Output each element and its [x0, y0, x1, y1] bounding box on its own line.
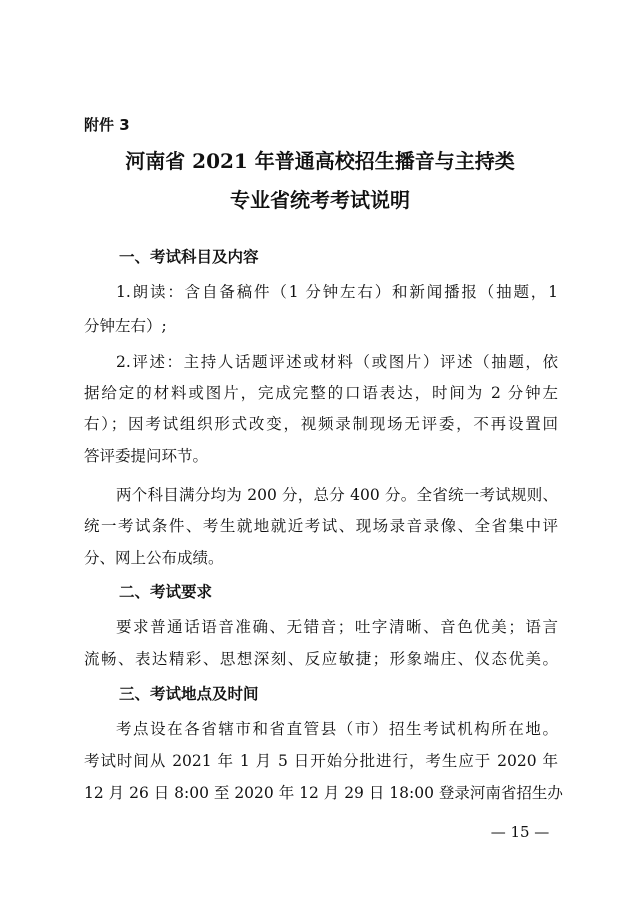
body-line: 分、网上公布成绩。 — [84, 549, 224, 567]
body-line: 1.朗读：含自备稿件（1 分钟左右）和新闻播报（抽题，1 — [116, 283, 558, 301]
body-line: 右）；因考试组织形式改变，视频录制现场无评委，不再设置回 — [84, 415, 558, 433]
section-heading-requirements: 二、考试要求 — [119, 583, 213, 601]
page-number: — 15 — — [490, 823, 550, 841]
body-line: 12 月 26 日 8:00 至 2020 年 12 月 29 日 18:00 登录河南省招生办 — [84, 784, 563, 802]
attachment-label: 附件 3 — [84, 116, 130, 134]
document-title-line-2: 专业省统考考试说明 — [230, 188, 410, 212]
body-line: 分钟左右）; — [84, 317, 167, 335]
body-line: 2.评述：主持人话题评述或材料（或图片）评述（抽题，依 — [116, 353, 558, 371]
body-line: 答评委提问环节。 — [84, 447, 209, 465]
body-line: 考点设在各省辖市和省直管县（市）招生考试机构所在地。 — [116, 720, 558, 738]
body-line: 流畅、表达精彩、思想深刻、反应敏捷；形象端庄、仪态优美。 — [84, 650, 558, 668]
body-line: 要求普通话语音准确、无错音；吐字清晰、音色优美；语言 — [116, 618, 558, 636]
section-heading-subjects: 一、考试科目及内容 — [119, 248, 259, 266]
body-line: 统一考试条件、考生就地就近考试、现场录音录像、全省集中评 — [84, 517, 558, 535]
body-line: 考试时间从 2021 年 1 月 5 日开始分批进行，考生应于 2020 年 — [84, 752, 558, 770]
body-line: 两个科目满分均为 200 分，总分 400 分。全省统一考试规则、 — [116, 486, 558, 504]
section-heading-location-time: 三、考试地点及时间 — [119, 685, 259, 703]
document-title-line-1: 河南省 2021 年普通高校招生播音与主持类 — [125, 149, 515, 173]
body-line: 据给定的材料或图片，完成完整的口语表达，时间为 2 分钟左 — [84, 384, 558, 402]
